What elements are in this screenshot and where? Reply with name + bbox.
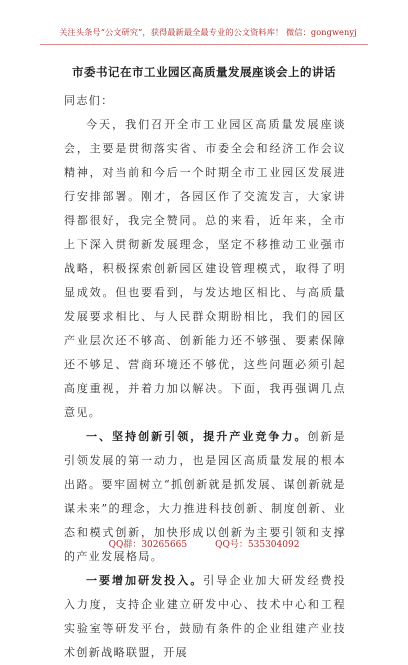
section-one-heading: 一、坚持创新引领，提升产业竞争力。 xyxy=(86,430,308,443)
paragraph-intro xyxy=(64,113,346,425)
footer-contact xyxy=(40,537,368,550)
paragraph-intro-text: 今天，我们召开全市工业园区高质量发展座谈会，主要是贯彻落实省、市委全会和经济工作会议精神，对当前和今后一个时期全市工业园区发展进行安排部署。刚才，各园区作了交流发言，大家讲得都很好，我完全赞同。总的来看，近年来，全市上下深入贯彻新发展理念，坚定不移推动工业强市战略，积极探索创新园区建设管理模式，取得了明显成效。但也要看到，与发达地区相比、与高质量发展要求相比、与人民群众期盼相比，我们的园区产业层次还不够高、创新能力还不够强、要素保障还不够足、营商环境还不够优，这些问题必须引起高度重视，并着力加以解决。下面，我再强调几点意见。 xyxy=(64,118,346,419)
salutation: 同志们： xyxy=(64,94,114,107)
header-divider xyxy=(40,44,368,45)
header-promo-text: 关注头条号“公文研究”，获得最新最全最专业的公文资料库！ 微信：gongwenyj xyxy=(59,27,357,37)
document-title: 市委书记在市工业园区高质量发展座谈会上的讲话 xyxy=(72,65,336,79)
section-one-text: 创新是引领发展的第一动力，也是园区高质量发展的根本出路。要牢固树立“抓创新就是抓发展、谋创新就是谋未来”的理念，大力推进科技创新、制度创新、业态和模式创新，加快形成以创新为主要引领和支撑的产业发展格局。 xyxy=(64,430,346,563)
footer-qq-number: QQ号：535304092 xyxy=(215,540,300,550)
paragraph-subpoint-one xyxy=(64,569,346,665)
footer-qq-group: QQ群：30265665 xyxy=(108,540,188,550)
subpoint-one-text: 引导企业加大研发经费投入力度，支持企业建立研发中心、技术中心和工程实验室等研发平台，鼓励有条件的企业组建产业技术创新战略联盟，开展 xyxy=(64,574,346,659)
subpoint-one-heading: 一要增加研发投入。 xyxy=(86,574,204,587)
document-body xyxy=(64,89,346,665)
